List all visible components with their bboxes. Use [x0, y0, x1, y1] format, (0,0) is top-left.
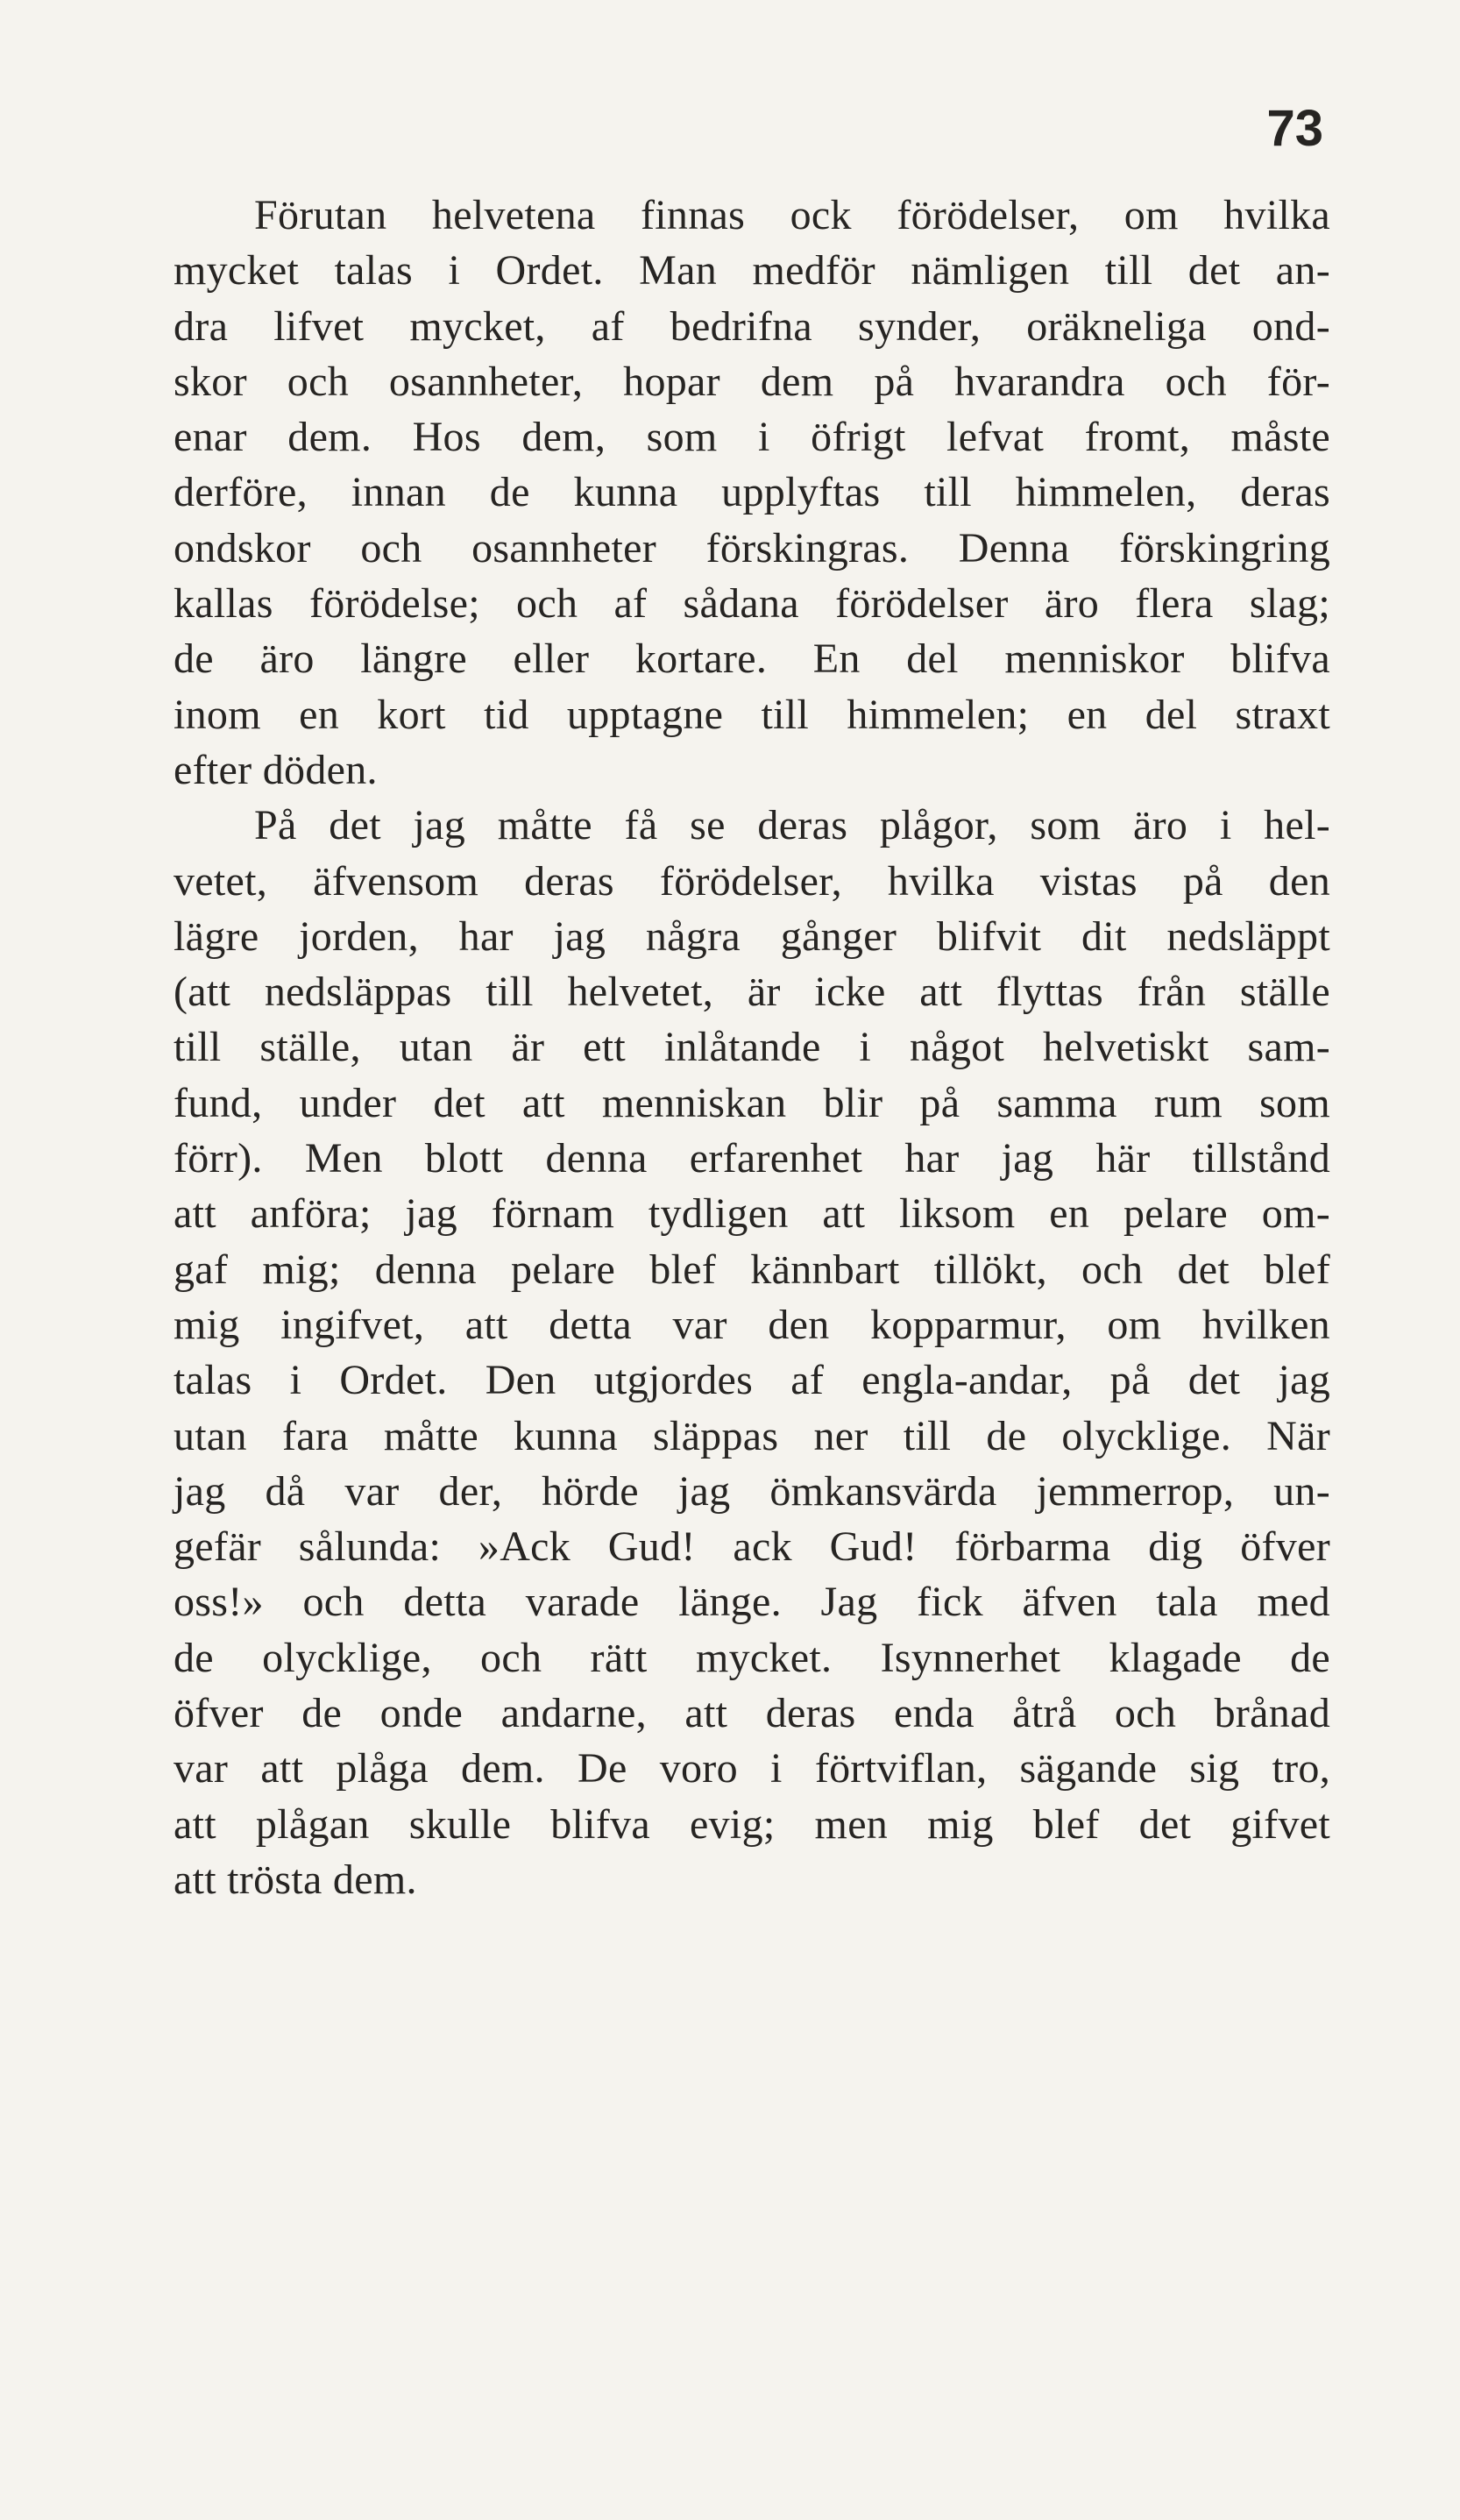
- paragraph-2: [174, 798, 1330, 1907]
- text-line: mig ingifvet, att detta var den kopparmur, om hvilken: [174, 1301, 1330, 1348]
- text-line: mycket talas i Ordet. Man medför nämligen till det an-: [174, 247, 1330, 295]
- text-line: enar dem. Hos dem, som i öfrigt lefvat fromt, måste: [174, 414, 1330, 461]
- text-line: kallas förödelse; och af sådana förödelser äro flera slag;: [174, 580, 1330, 628]
- text-line: dra lifvet mycket, af bedrifna synder, oräkneliga ond-: [174, 302, 1330, 350]
- text-line: fund, under det att menniskan blir på samma rum som: [174, 1079, 1330, 1126]
- text-line: ondskor och osannheter förskingras. Denna förskingring: [174, 524, 1330, 571]
- text-line: derföre, innan de kunna upplyftas till himmelen, deras: [174, 469, 1330, 516]
- text-line: att trösta dem.: [174, 1856, 417, 1903]
- text-line: På det jag måtte få se deras plågor, som äro i hel-: [254, 802, 1330, 849]
- text-line: de äro längre eller kortare. En del menniskor blifva: [174, 635, 1330, 683]
- text-line: (att nedsläppas till helvetet, är icke att flyttas från ställe: [174, 969, 1330, 1016]
- text-line: att plågan skulle blifva evig; men mig blef det gifvet: [174, 1800, 1330, 1848]
- paragraph-1: [174, 188, 1330, 798]
- text-line: oss!» och detta varade länge. Jag fick äfven tala med: [174, 1579, 1330, 1626]
- text-line: Förutan helvetena finnas ock förödelser, om hvilka: [254, 192, 1330, 238]
- text-line: att anföra; jag förnam tydligen att liksom en pelare om-: [174, 1190, 1330, 1238]
- text-line: vetet, äfvensom deras förödelser, hvilka vistas på den: [174, 857, 1330, 905]
- text-line: jag då var der, hörde jag ömkansvärda jemmerrop, un-: [174, 1467, 1330, 1515]
- text-line: till ställe, utan är ett inlåtande i något helvetiskt sam-: [174, 1024, 1330, 1071]
- text-line: de olycklige, och rätt mycket. Isynnerhet klagade de: [174, 1634, 1330, 1681]
- text-line: gaf mig; denna pelare blef kännbart tillökt, och det blef: [174, 1246, 1330, 1293]
- text-line: skor och osannheter, hopar dem på hvarandra och för-: [174, 358, 1330, 405]
- text-line: talas i Ordet. Den utgjordes af engla-andar, på det jag: [174, 1357, 1330, 1404]
- text-line: utan fara måtte kunna släppas ner till de olycklige. När: [174, 1412, 1330, 1459]
- text-body: [174, 188, 1330, 1907]
- text-line: lägre jorden, har jag några gånger blifvit dit nedsläppt: [174, 912, 1330, 960]
- text-line: inom en kort tid upptagne till himmelen; en del straxt: [174, 691, 1330, 738]
- page-number: 73: [1266, 100, 1323, 157]
- text-line: öfver de onde andarne, att deras enda åtrå och brånad: [174, 1690, 1330, 1737]
- text-line: gefär sålunda: »Ack Gud! ack Gud! förbarma dig öfver: [174, 1523, 1330, 1571]
- text-line: efter döden.: [174, 746, 378, 793]
- text-line: förr). Men blott denna erfarenhet har jag här tillstånd: [174, 1135, 1330, 1182]
- text-line: var att plåga dem. De voro i förtviflan, sägande sig tro,: [174, 1745, 1330, 1792]
